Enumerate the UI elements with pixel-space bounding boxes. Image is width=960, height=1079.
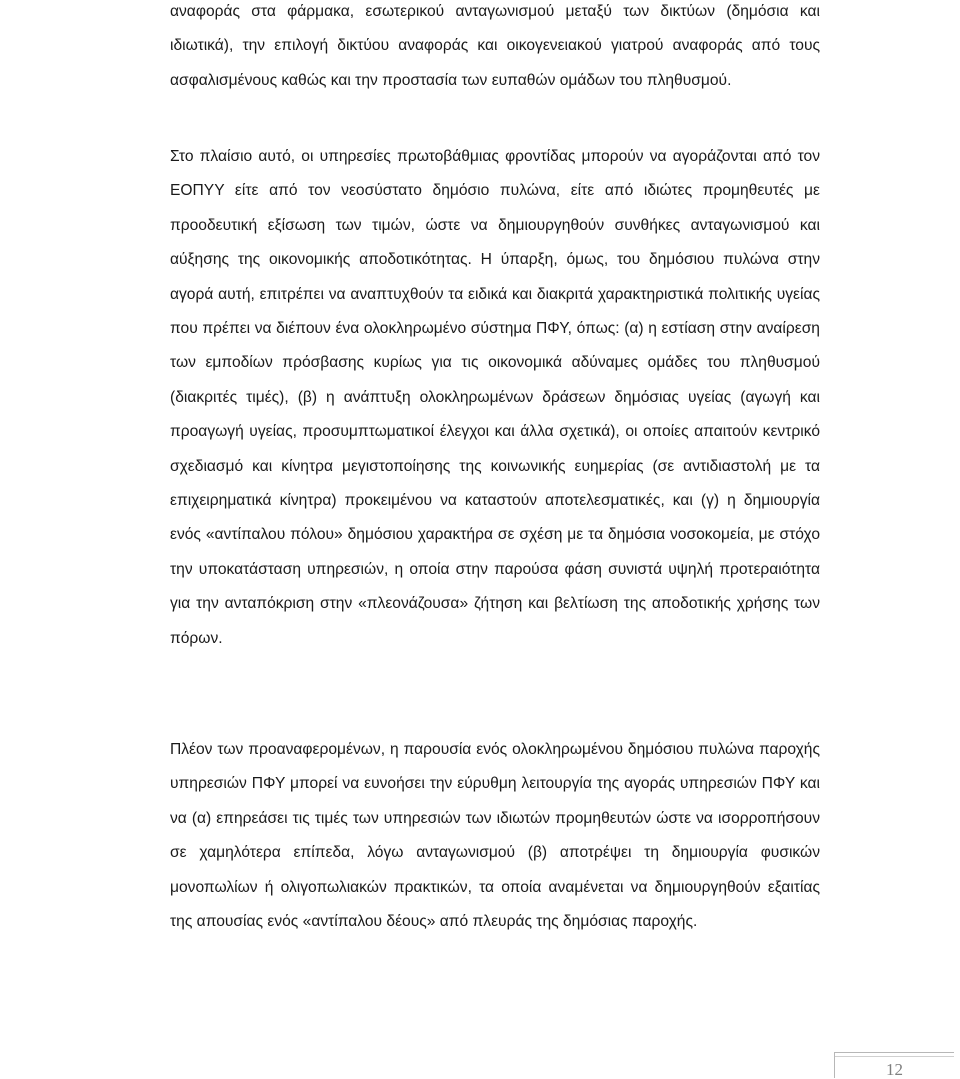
page-number: 12 (886, 1060, 903, 1079)
page-number-box (834, 1052, 954, 1078)
paragraph-1: αναφοράς στα φάρμακα, εσωτερικού ανταγωνισμού μεταξύ των δικτύων (δημόσια και ιδιωτικά), την επιλογή δικτύου αναφοράς και οικογενειακού γιατρού αναφοράς από τους ασφαλισμένους καθώς και την προστασία των ευπαθών ομάδων του πληθυσμού. (170, 3, 820, 89)
paragraph-2: Στο πλαίσιο αυτό, οι υπηρεσίες πρωτοβάθμιας φροντίδας μπορούν να αγοράζονται από τον ΕΟΠΥΥ είτε από τον νεοσύστατο δημόσιο πυλώνα, είτε από ιδιώτες προμηθευτές με προοδευτική εξίσωση των τιμών, ώστε να δημιουργηθούν συνθήκες ανταγωνισμού και αύξησης της οικονομικής αποδοτικότητας. Η ύπαρξη, όμως, του δημόσιου πυλώνα στην αγορά αυτή, επιτρέπει να αναπτυχθούν τα ειδικά και διακριτά χαρακτηριστικά πολιτικής υγείας που πρέπει να διέπουν ένα ολοκληρωμένο σύστημα ΠΦΥ, όπως: (α) η εστίαση στην αναίρεση των εμποδίων πρόσβασης κυρίως για τις οικονομικά αδύναμες ομάδες του πληθυσμού (διακριτές τιμές), (β) η ανάπτυξη ολοκληρωμένων δράσεων δημόσιας υγείας (αγωγή και προαγωγή υγείας, προσυμπτωματικοί έλεγχοι και άλλα σχετικά), οι οποίες απαιτούν κεντρικό σχεδιασμό και κίνητρα μεγιστοποίησης της κοινωνικής ευημερίας (σε αντιδιαστολή με τα επιχειρηματικά κίνητρα) προκειμένου να καταστούν αποτελεσματικές, και (γ) η δημιουργία ενός «αντίπαλου πόλου» δημόσιου χαρακτήρα σε σχέση με τα δημόσια νοσοκομεία, με στόχο την υποκατάσταση υπηρεσιών, η οποία στην παρούσα φάση συνιστά υψηλή προτεραιότητα για την ανταπόκριση στην «πλεονάζουσα» ζήτηση και βελτίωση της αποδοτικής χρήσης των πόρων. (170, 148, 820, 647)
paragraph-3: Πλέον των προαναφερομένων, η παρουσία ενός ολοκληρωμένου δημόσιου πυλώνα παροχής υπηρεσιών ΠΦΥ μπορεί να ευνοήσει την εύρυθμη λειτουργία της αγοράς υπηρεσιών ΠΦΥ και να (α) επηρεάσει τις τιμές των υπηρεσιών των ιδιωτών προμηθευτών ώστε να ισορροπήσουν σε χαμηλότερα επίπεδα, λόγω ανταγωνισμού (β) αποτρέψει τη δημιουργία φυσικών μονοπωλίων ή ολιγοπωλιακών πρακτικών, τα οποία αναμένεται να δημιουργηθούν εξαιτίας της απουσίας ενός «αντίπαλου δέους» από πλευράς της δημόσιας παροχής. (170, 741, 820, 931)
